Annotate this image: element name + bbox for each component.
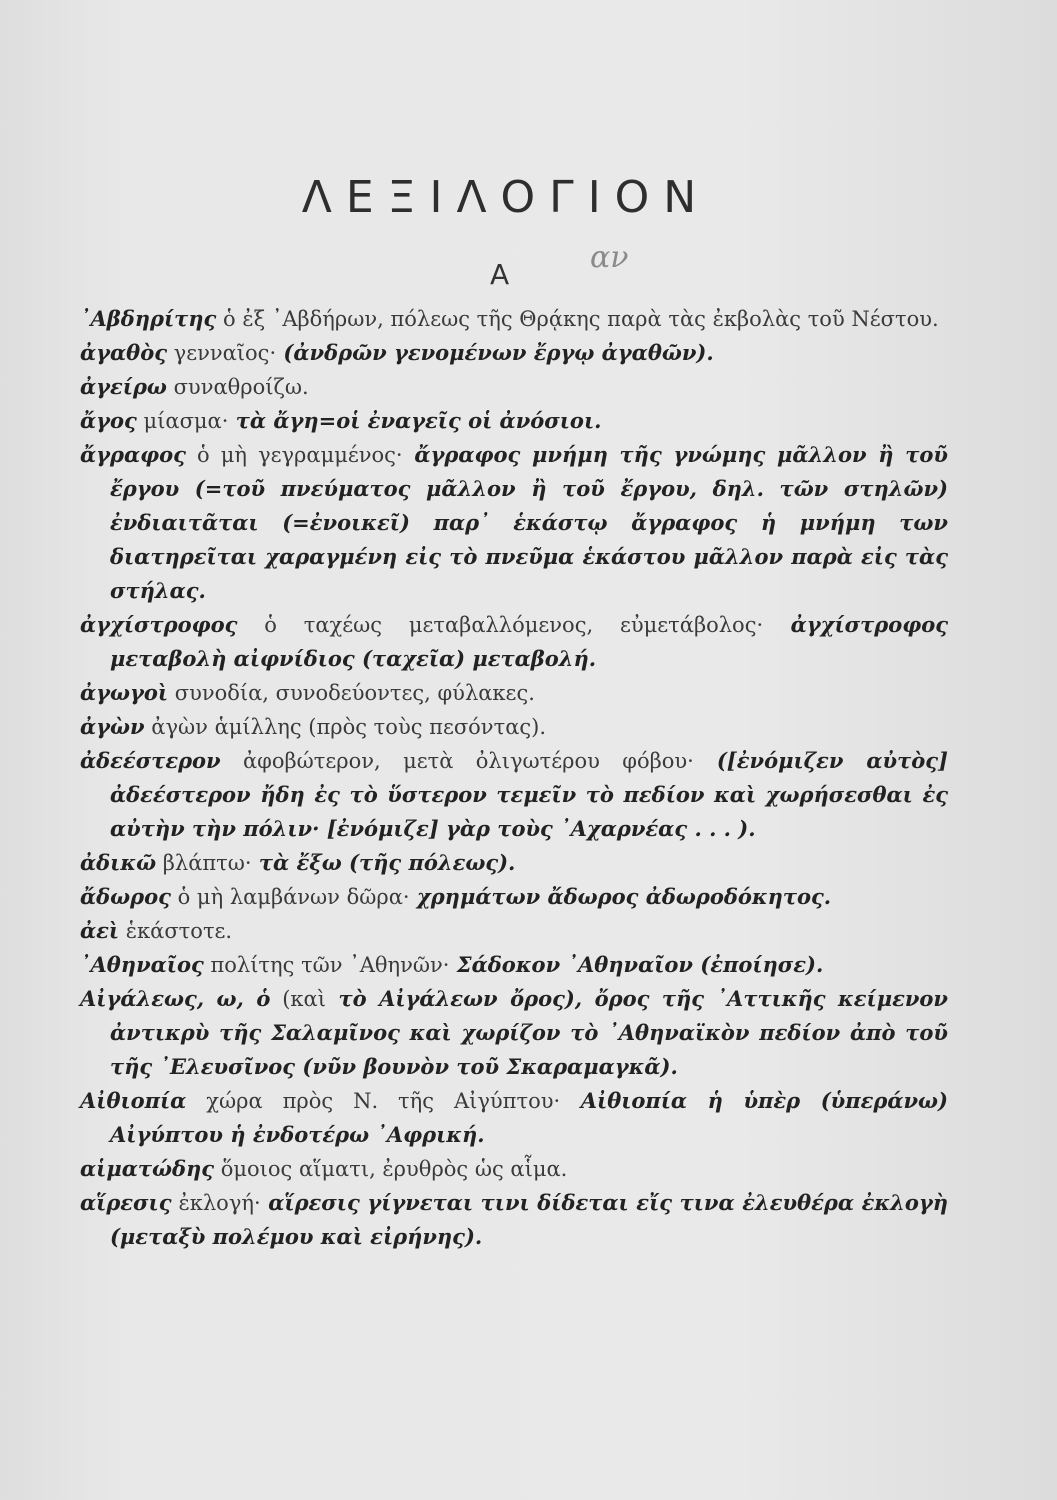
headword: ἀγωγοὶ [80, 680, 169, 705]
definition: ὁ μὴ λαμβάνων δῶρα· [170, 885, 410, 909]
example: ἄγραφος μνήμη τῆς γνώμης μᾶλλον ἢ τοῦ ἔργου (=τοῦ πνεύματος μᾶλλον ἢ τοῦ ἔργου, δηλ. τῶν στηλῶν) ἐνδιαιτᾶται (=ἐνοικεῖ) παρ᾿ ἑκάστῳ ἄγραφος ἡ μνήμη των διατηρεῖται χαραγμένη εἰς τὸ πνεῦμα ἑκάστου μᾶλλον παρὰ εἰς τὰς στήλας. [110, 442, 948, 603]
definition: ὁ ἐξ ᾿Αβδήρων, πόλεως τῆς Θρᾴκης παρὰ τὰς ἐκβολὰς τοῦ Νέστου. [216, 307, 939, 331]
definition: ἀγὼν ἁμίλλης (πρὸς τοὺς πεσόντας). [144, 715, 547, 739]
section-letter: Α [490, 258, 510, 291]
glossary-entry [80, 336, 948, 370]
definition: (καὶ [270, 987, 326, 1011]
definition: ἀφοβώτερον, μετὰ ὀλιγωτέρου φόβου· [220, 749, 694, 773]
handwritten-margin-note: αν [590, 240, 629, 275]
example: αἵρεσις γίγνεται τινι δίδεται εἴς τινα ἐλευθέρα ἐκλογὴ (μεταξὺ πολέμου καὶ εἰρήνης). [110, 1190, 948, 1249]
definition: χώρα πρὸς Ν. τῆς Αἰγύπτου· [186, 1089, 561, 1113]
glossary-entry [80, 914, 948, 948]
headword: ἀγὼν [80, 714, 145, 739]
example: χρημάτων ἄδωρος ἀδωροδόκητος. [409, 884, 832, 909]
example: τὰ ἔξω (τῆς πόλεως). [251, 850, 516, 875]
glossary-entry [80, 370, 948, 404]
example: Αἰθιοπία ἡ ὑπὲρ (ὑπεράνω) Αἰγύπτου ἡ ἐνδοτέρω ᾿Αφρική. [110, 1088, 948, 1147]
headword: αἵρεσις [80, 1190, 172, 1215]
definition: βλάπτω· [156, 851, 252, 875]
headword: ἀεὶ [80, 918, 120, 943]
glossary-entry [80, 1186, 948, 1254]
definition: ἐκλογή· [171, 1191, 261, 1215]
glossary-entry [80, 302, 948, 336]
glossary-entry [80, 438, 948, 608]
glossary-entry [80, 744, 948, 846]
glossary-entry [80, 1084, 948, 1152]
glossary-list [80, 302, 948, 1254]
glossary-entry [80, 948, 948, 982]
headword: ᾿Αθηναῖος [80, 952, 204, 977]
definition: γενναῖος· [166, 341, 277, 365]
headword: ἄδωρος [80, 884, 171, 909]
glossary-entry [80, 1152, 948, 1186]
definition: συναθροίζω. [166, 375, 309, 399]
example: ([ἐνόμιζεν αὐτὸς] ἀδεέστερον ἤδη ἐς τὸ ὕστερον τεμεῖν τὸ πεδίον καὶ χωρήσεσθαι ἐς αὐτὴν τὴν πόλιν· [ἐνόμιζε] γὰρ τοὺς ᾿Αχαρνέας . . . ). [110, 748, 948, 841]
definition: ὅμοιος αἵματι, ἐρυθρὸς ὡς αἷμα. [214, 1157, 568, 1181]
headword: ἀγχίστροφος [80, 612, 238, 637]
definition: ὁ μὴ γεγραμμένος· [185, 443, 403, 467]
headword: ἄγραφος [80, 442, 186, 467]
glossary-entry [80, 404, 948, 438]
example: τὰ ἄγη=οἱ ἐναγεῖς οἱ ἀνόσιοι. [228, 408, 602, 433]
glossary-entry [80, 982, 948, 1084]
headword: ἀγαθὸς [80, 340, 167, 365]
glossary-entry [80, 676, 948, 710]
example: Σάδοκον ᾿Αθηναῖον (ἐποίησε). [449, 952, 824, 977]
glossary-entry [80, 880, 948, 914]
example: τὸ Αἰγάλεων ὄρος), ὄρος τῆς ᾿Αττικῆς κείμενον ἀντικρὺ τῆς Σαλαμῖνος καὶ χωρίζον τὸ ᾿Αθηναϊκὸν πεδίον ἀπὸ τοῦ τῆς ᾿Ελευσῖνος (νῦν βουνὸν τοῦ Σκαραμαγκᾶ). [110, 986, 948, 1079]
headword: Αἰθιοπία [80, 1088, 187, 1113]
definition: συνοδία, συνοδεύοντες, φύλακες. [168, 681, 535, 705]
headword: ᾿Αβδηρίτης [80, 306, 217, 331]
headword: ἀδεέστερον [80, 748, 221, 773]
headword: ἀδικῶ [80, 850, 157, 875]
headword: ἄγος [80, 408, 137, 433]
example: (ἀνδρῶν γενομένων ἔργῳ ἀγαθῶν). [276, 340, 714, 365]
page-title: ΛΕΞΙΛΟΓΙΟΝ [301, 172, 711, 223]
glossary-entry [80, 846, 948, 880]
glossary-entry [80, 710, 948, 744]
definition: μίασμα· [136, 409, 229, 433]
definition: πολίτης τῶν ᾿Αθηνῶν· [203, 953, 450, 977]
headword: ἀγείρω [80, 374, 167, 399]
glossary-entry [80, 608, 948, 676]
definition: ὁ ταχέως μεταβαλλόμενος, εὐμετάβολος· [237, 613, 764, 637]
example: ἀγχίστροφος μεταβολὴ αἰφνίδιος (ταχεῖα) μεταβολή. [110, 612, 948, 671]
headword: Αἰγάλεως, ω, ὁ [80, 986, 271, 1011]
headword: αἱματώδης [80, 1156, 215, 1181]
definition: ἑκάστοτε. [119, 919, 233, 943]
